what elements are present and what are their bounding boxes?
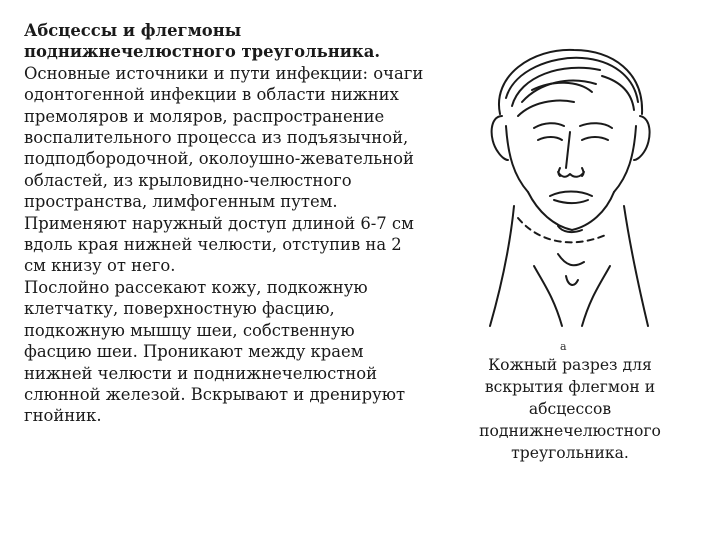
figure-letter: а: [560, 340, 567, 353]
paragraph-1: [24, 20, 424, 213]
paragraph-3: Послойно рассекают кожу, подкожную клетчатку, поверхностную фасцию, подкожную мышцу шеи, собственную фасцию шеи. Проникают между краем нижней челюсти и поднижнечелюстной слюнной железой. Вскрывают и дренируют гнойник.: [24, 277, 406, 426]
main-text: [24, 20, 424, 427]
infection-sources-text: Основные источники и пути инфекции: очаги одонтогенной инфекции в области нижних премоляров и моляров, распространение воспалительного процесса из подъязычной, подподбородочной, околоушно-жевательной областей, из крыловидно-челюстного пространства, лимфогенным путем.: [24, 63, 424, 212]
paragraph-2: Применяют наружный доступ длиной 6-7 см вдоль края нижней челюсти, отступив на 2 см книзу от него.: [24, 213, 414, 276]
section-title: Абсцессы и флегмоны поднижнечелюстного треугольника.: [24, 21, 381, 62]
head-neck-illustration: [462, 36, 672, 336]
figure-caption: Кожный разрез для вскрытия флегмон и абсцессов поднижнечелюстного треугольника.: [479, 356, 661, 462]
